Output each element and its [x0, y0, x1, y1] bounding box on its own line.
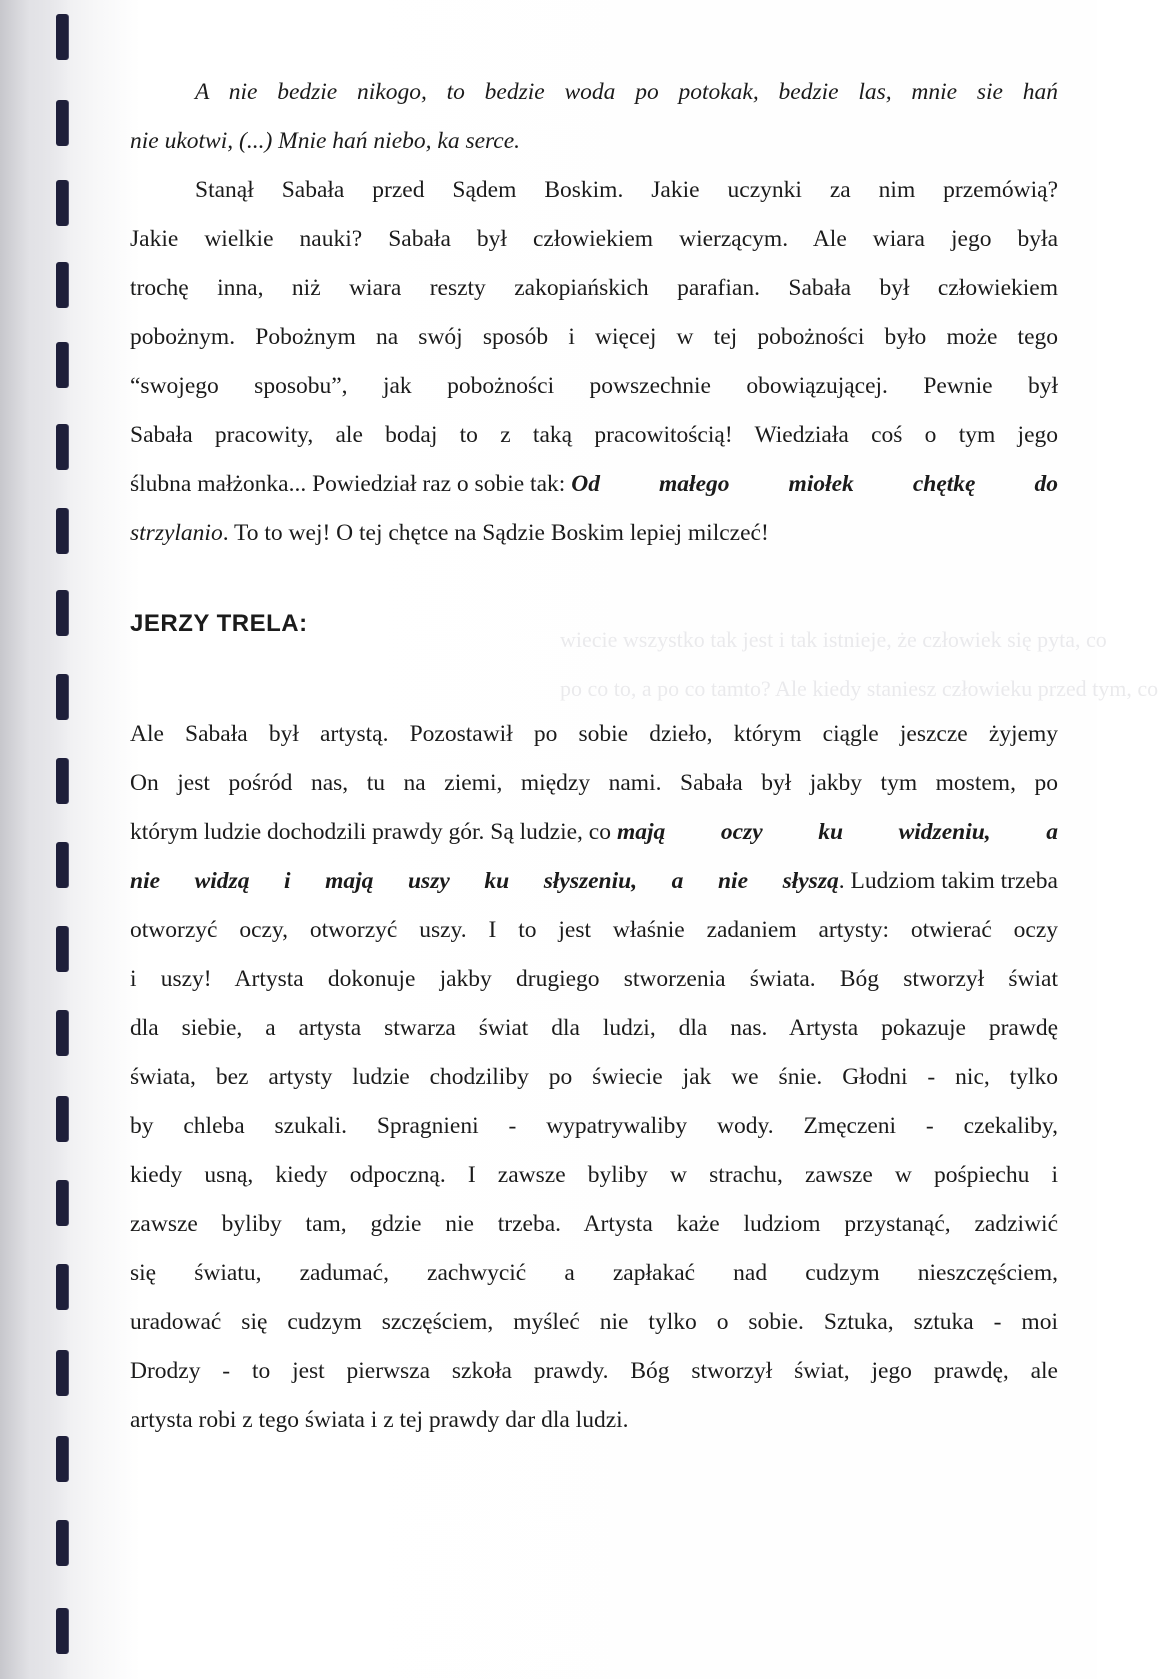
paragraph-line: by chleba szukali. Spragnieni - wypatrywaliby wody. Zmęczeni - czekaliby,	[130, 1113, 1058, 1139]
intro-quote	[130, 68, 1058, 166]
plain-text: . To to wej! O tej chętce na Sądzie Boskim lepiej milczeć!	[222, 520, 769, 546]
dialect-quote: strzylanio	[130, 520, 223, 546]
binding-hole-icon	[56, 100, 68, 146]
paragraph-line: świata, bez artysty ludzie chodziliby po świecie jak we śnie. Głodni - nic, tylko	[130, 1064, 1058, 1090]
paragraph-line	[130, 857, 1058, 906]
paragraph-2	[130, 710, 1058, 1445]
biblical-quote: mają oczy ku widzeniu, a	[616, 819, 1058, 845]
binding-hole-icon	[56, 674, 68, 720]
binding-hole-icon	[56, 1608, 68, 1654]
quote-line: A nie bedzie nikogo, to bedzie woda po potokak, bedzie las, mnie sie hań	[195, 79, 1058, 105]
bleed-through-text	[560, 615, 1158, 713]
paragraph-line	[130, 460, 1058, 509]
paragraph-line: Drodzy - to jest pierwsza szkoła prawdy. Bóg stworzył świat, jego prawdę, ale	[130, 1358, 1058, 1384]
paragraph-line: kiedy usną, kiedy odpoczną. I zawsze byliby w strachu, zawsze w pośpiechu i	[130, 1162, 1058, 1188]
binding-hole-icon	[56, 1096, 68, 1142]
plain-text: ślubna małżonka... Powiedział raz o sobie tak:	[130, 471, 566, 497]
biblical-quote: nie widzą i mają uszy ku słyszeniu, a nie słyszą	[130, 868, 839, 894]
binding-hole-icon	[56, 1520, 68, 1566]
binding-hole-icon	[56, 1010, 68, 1056]
binding-hole-icon	[56, 1180, 68, 1226]
paragraph-1	[130, 166, 1058, 558]
paragraph-line: Stanął Sabała przed Sądem Boskim. Jakie uczynki za nim przemówią?	[195, 177, 1058, 203]
binding-hole-icon	[56, 424, 68, 470]
paragraph-line: dla siebie, a artysta stwarza świat dla ludzi, dla nas. Artysta pokazuje prawdę	[130, 1015, 1058, 1041]
plain-text: którym ludzie dochodzili prawdy gór. Są ludzie, co	[130, 819, 611, 845]
paragraph-line: zawsze byliby tam, gdzie nie trzeba. Artysta każe ludziom przystanąć, zadziwić	[130, 1211, 1058, 1237]
binding-hole-icon	[56, 590, 68, 636]
binding-hole-icon	[56, 1350, 68, 1396]
bleed-line: wiecie wszystko tak jest i tak istnieje, że człowiek się pyta, co	[560, 627, 1107, 652]
binding-hole-icon	[56, 262, 68, 308]
speaker-heading: JERZY TRELA:	[130, 610, 308, 637]
binding-hole-icon	[56, 14, 68, 60]
dialect-quote: Od małego miołek chętkę do	[571, 471, 1058, 497]
binding-hole-icon	[56, 758, 68, 804]
paragraph-line: On jest pośród nas, tu na ziemi, między nami. Sabała był jakby tym mostem, po	[130, 770, 1058, 796]
paragraph-line: Sabała pracowity, ale bodaj to z taką pracowitością! Wiedziała coś o tym jego	[130, 422, 1058, 448]
binding-hole-icon	[56, 508, 68, 554]
binding-hole-icon	[56, 926, 68, 972]
paragraph-line: Jakie wielkie nauki? Sabała był człowiekiem wierzącym. Ale wiara jego była	[130, 226, 1058, 252]
bleed-line: po co to, a po co tamto? Ale kiedy staniesz człowieku przed tym, co	[560, 676, 1158, 701]
quote-line: nie ukotwi, (...) Mnie hań niebo, ka serce.	[130, 128, 521, 154]
paragraph-line: i uszy! Artysta dokonuje jakby drugiego stworzenia świata. Bóg stworzył świat	[130, 966, 1058, 992]
spiral-binding	[0, 0, 70, 1679]
paragraph-line: pobożnym. Pobożnym na swój sposób i więcej w tej pobożności było może tego	[130, 324, 1058, 350]
binding-hole-icon	[56, 1436, 68, 1482]
binding-hole-icon	[56, 1264, 68, 1310]
binding-hole-icon	[56, 180, 68, 226]
paragraph-line	[130, 808, 1058, 857]
paragraph-line: “swojego sposobu”, jak pobożności powszechnie obowiązującej. Pewnie był	[130, 373, 1058, 399]
paragraph-line: trochę inna, niż wiara reszty zakopiańskich parafian. Sabała był człowiekiem	[130, 275, 1058, 301]
paragraph-line: uradować się cudzym szczęściem, myśleć nie tylko o sobie. Sztuka, sztuka - moi	[130, 1309, 1058, 1335]
paragraph-line: się światu, zadumać, zachwycić a zapłakać nad cudzym nieszczęściem,	[130, 1260, 1058, 1286]
binding-hole-icon	[56, 842, 68, 888]
binding-hole-icon	[56, 342, 68, 388]
paragraph-line	[130, 509, 1058, 558]
paragraph-line: Ale Sabała był artystą. Pozostawił po sobie dzieło, którym ciągle jeszcze żyjemy	[130, 721, 1058, 747]
paragraph-line: artysta robi z tego świata i z tej prawdy dar dla ludzi.	[130, 1407, 629, 1433]
paragraph-line: otworzyć oczy, otworzyć uszy. I to jest właśnie zadaniem artysty: otwierać oczy	[130, 917, 1058, 943]
plain-text: . Ludziom takim trzeba	[838, 868, 1058, 894]
